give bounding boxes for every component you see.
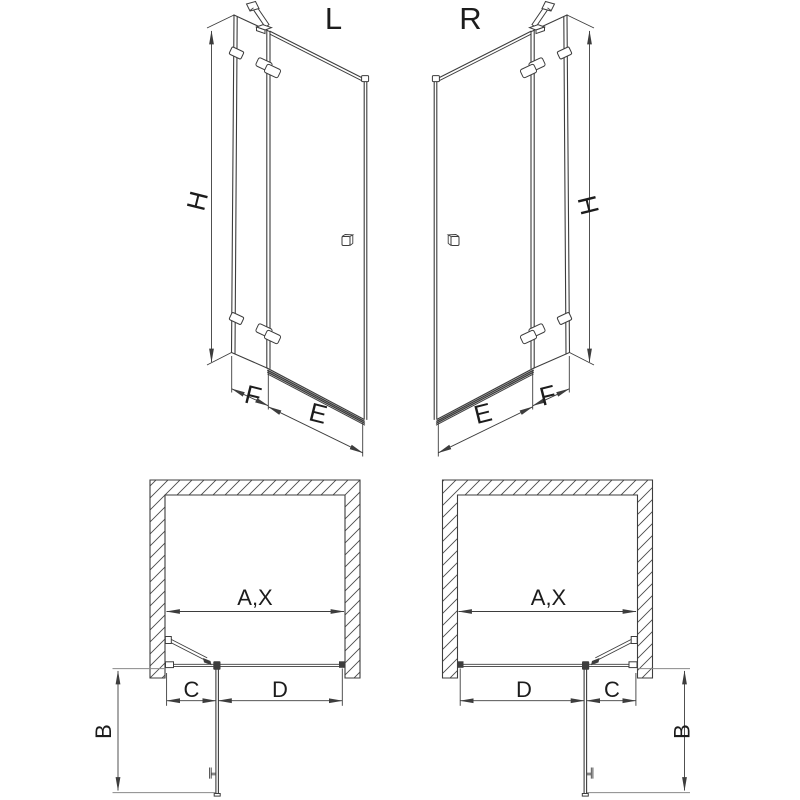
fixed-width-dim-label-left: F [241, 378, 265, 412]
right-variant-perspective-view [432, 2, 594, 457]
height-dim-label-left: H [180, 188, 215, 214]
left-variant-label: L [324, 1, 343, 36]
passage-width-label-right: D [516, 677, 532, 702]
opening-width-label-right: A,X [530, 585, 567, 610]
height-dim-label-right: H [571, 192, 606, 218]
opening-width-label-left: A,X [237, 585, 273, 610]
swing-depth-label-left: B [91, 724, 116, 739]
fixed-depth-label-right: C [604, 677, 620, 702]
right-variant-label: R [459, 1, 482, 36]
door-width-dim-label-left: E [306, 396, 331, 430]
passage-width-label-left: D [272, 677, 288, 702]
left-variant-plan-view [113, 480, 361, 796]
right-variant-plan-view [443, 480, 691, 796]
swing-depth-label-right: B [669, 724, 695, 739]
left-variant-perspective-view [207, 2, 369, 457]
door-width-dim-label-right: E [470, 396, 495, 430]
fixed-depth-label-left: C [183, 677, 200, 702]
fixed-width-dim-label-right: F [536, 378, 560, 412]
